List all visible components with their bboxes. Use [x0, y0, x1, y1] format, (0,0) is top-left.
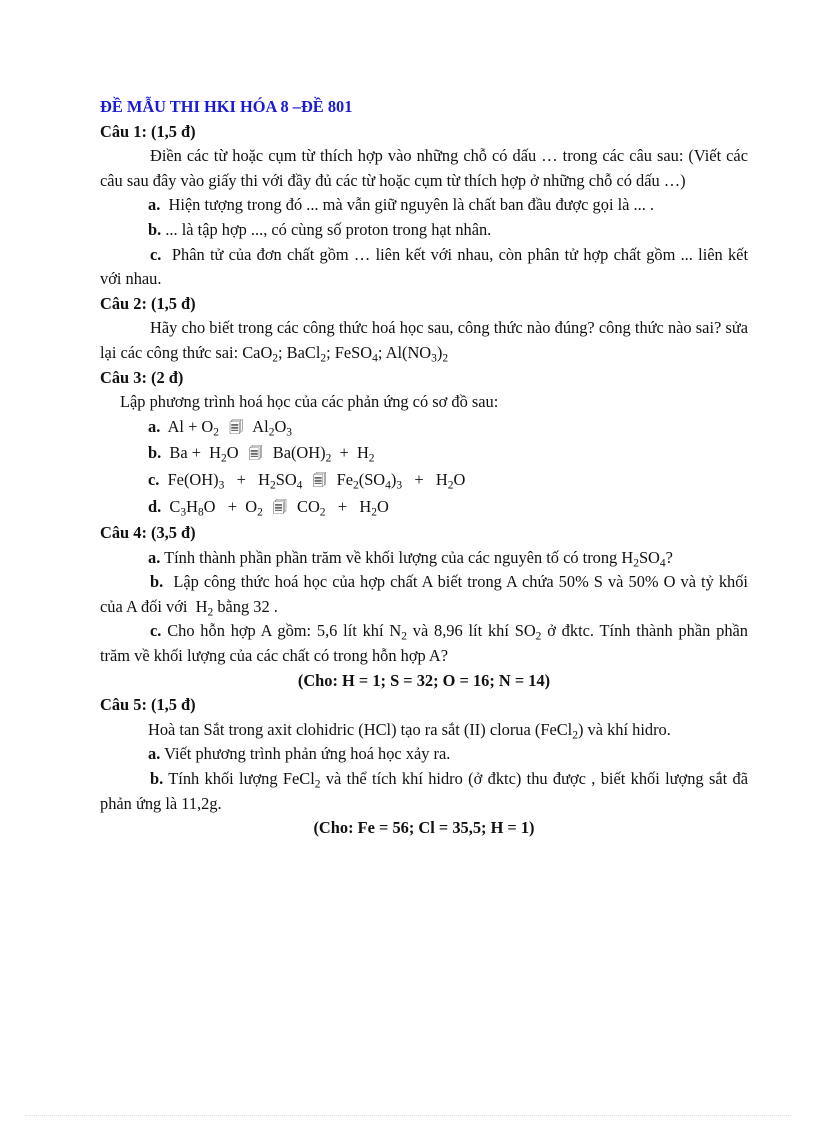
reaction-arrow-icon: 🗐	[272, 500, 287, 516]
item-text: Tính khối lượng	[168, 769, 278, 789]
question-1-a	[100, 193, 748, 218]
item-label: a.	[148, 744, 161, 764]
item-label: a.	[148, 416, 161, 436]
item-label: b.	[150, 572, 164, 592]
exam-title: ĐỀ MẪU THI HKI HÓA 8 –ĐỀ 801	[100, 97, 353, 116]
item-label: c.	[148, 469, 160, 489]
question-2-body: Hãy cho biết trong các công thức hoá học sau, công thức nào đúng? công thức nào sai? sửa lại các công thức sai:	[100, 318, 748, 362]
question-4-c: c. Cho hỗn hợp A gồm: 5,6 lít khí $N_2$ và 8,96 lít khí $SO_2$ ở đktc. Tính thành phần phần trăm về khối lượng của các chất có trong hỗn hợp A?	[100, 621, 748, 666]
question-3-heading: Câu 3: (2 đ)	[100, 367, 184, 387]
question-5-given: (Cho: Fe = 56; Cl = 35,5; H = 1)	[313, 818, 535, 838]
question-3-d: d. $C_3H_8O + O_2$ 🗐 $CO_2 + H_2O$	[100, 495, 748, 522]
question-5-b: b. Tính khối lượng FeCl$_2$ và thể tích khí hidro (ở đktc) thu được , biết khối lượng sắt đã phản ứng là 11,2g.	[100, 769, 748, 813]
question-1-intro: Điền các từ hoặc cụm từ thích hợp vào những chỗ có dấu … trong các câu sau: (Viết các câu sau đây vào giấy thi với đầy đủ các từ hoặc cụm từ thích hợp ở những chỗ có dấu …)	[100, 146, 748, 190]
question-3-b: b. $Ba + H_2O$ 🗐 $Ba(OH)_2 + H_2$	[100, 441, 748, 468]
item-label: b.	[148, 443, 162, 463]
item-text: và 8,96 lít khí	[412, 621, 509, 641]
question-2-text	[100, 316, 748, 365]
item-label: b.	[148, 219, 162, 239]
question-1-heading: Câu 1: (1,5 đ)	[100, 121, 196, 141]
item-text: Viết phương trình phản ứng hoá học xảy ra.	[164, 744, 451, 764]
question-2-heading: Câu 2: (1,5 đ)	[100, 293, 196, 313]
item-label: a.	[148, 547, 161, 567]
formula-list: CaO$_2$; BaCl$_2$; FeSO$_4$; $Al(NO_3)_2$	[242, 342, 449, 365]
item-label: c.	[150, 244, 162, 264]
question-5-a	[100, 742, 748, 767]
item-label: d.	[148, 496, 162, 516]
exam-document	[100, 95, 748, 841]
item-text: ở đktc. Tính thành phần phần trăm về khối lượng của các chất có trong hỗn hợp A?	[100, 621, 748, 666]
question-3-intro: Lập phương trình hoá học của các phản ứng có sơ đồ sau:	[120, 392, 499, 412]
question-4-b: b. Lập công thức hoá học của hợp chất A biết trong A chứa 50% S và 50% O và tỷ khối của A đối với $H_2$ bằng 32 .	[100, 572, 748, 619]
item-text: Phân tử của đơn chất gồm … liên kết với nhau, còn phân tử hợp chất gồm ... liên kết với nhau.	[100, 244, 748, 289]
item-label: b.	[150, 769, 164, 789]
question-5-heading: Câu 5: (1,5 đ)	[100, 695, 196, 715]
reaction-arrow-icon: 🗐	[312, 473, 327, 489]
reaction-arrow-icon: 🗐	[229, 420, 244, 436]
item-text: và thể tích khí hidro (ở đktc) thu được , biết khối lượng sắt đã phản ứng là 11,2g.	[100, 769, 748, 813]
question-4-a: a. Tính thành phần phần trăm về khối lượng của các nguyên tố có trong $H_2SO_4$?	[148, 547, 673, 570]
item-label: a.	[148, 195, 161, 215]
item-text: và khí hidro.	[587, 719, 671, 739]
item-text: Hoà tan Sắt trong axit clohidric (HCl) tạo ra sắt (II) clorua	[148, 719, 531, 739]
item-text: Lập công thức hoá học của hợp chất A biết trong A chứa 50% S và 50% O và tỷ khối của A đối với	[100, 572, 748, 616]
item-text: Tính thành phần phần trăm về khối lượng của các nguyên tố có trong	[164, 547, 618, 567]
item-text: ... là tập hợp ..., có cùng số proton trong hạt nhân.	[165, 219, 492, 239]
item-text-end: bằng 32 .	[217, 596, 278, 616]
question-4-heading: Câu 4: (3,5 đ)	[100, 523, 196, 543]
question-3-c: c. $Fe(OH)_3 + H_2SO_4$ 🗐 $Fe_2(SO_4)_3 + H_2O$	[100, 468, 748, 495]
item-text: Hiện tượng trong đó ... mà vẫn giữ nguyên là chất ban đầu được gọi là ... .	[168, 195, 655, 215]
item-label: c.	[150, 621, 162, 641]
page-bottom-divider	[25, 1115, 791, 1117]
question-3-a: a. $Al + O_2$ 🗐 $Al_2O_3$	[100, 415, 748, 442]
question-5-intro: Hoà tan Sắt trong axit clohidric (HCl) tạo ra sắt (II) clorua (FeCl$_2$) và khí hidro.	[148, 719, 671, 742]
question-1-b	[100, 218, 748, 243]
item-text: Cho hỗn hợp A gồm: 5,6 lít khí	[167, 621, 384, 641]
question-1-c	[100, 243, 748, 292]
reaction-arrow-icon: 🗐	[248, 447, 263, 463]
question-4-given: (Cho: H = 1; S = 32; O = 16; N = 14)	[297, 670, 551, 690]
